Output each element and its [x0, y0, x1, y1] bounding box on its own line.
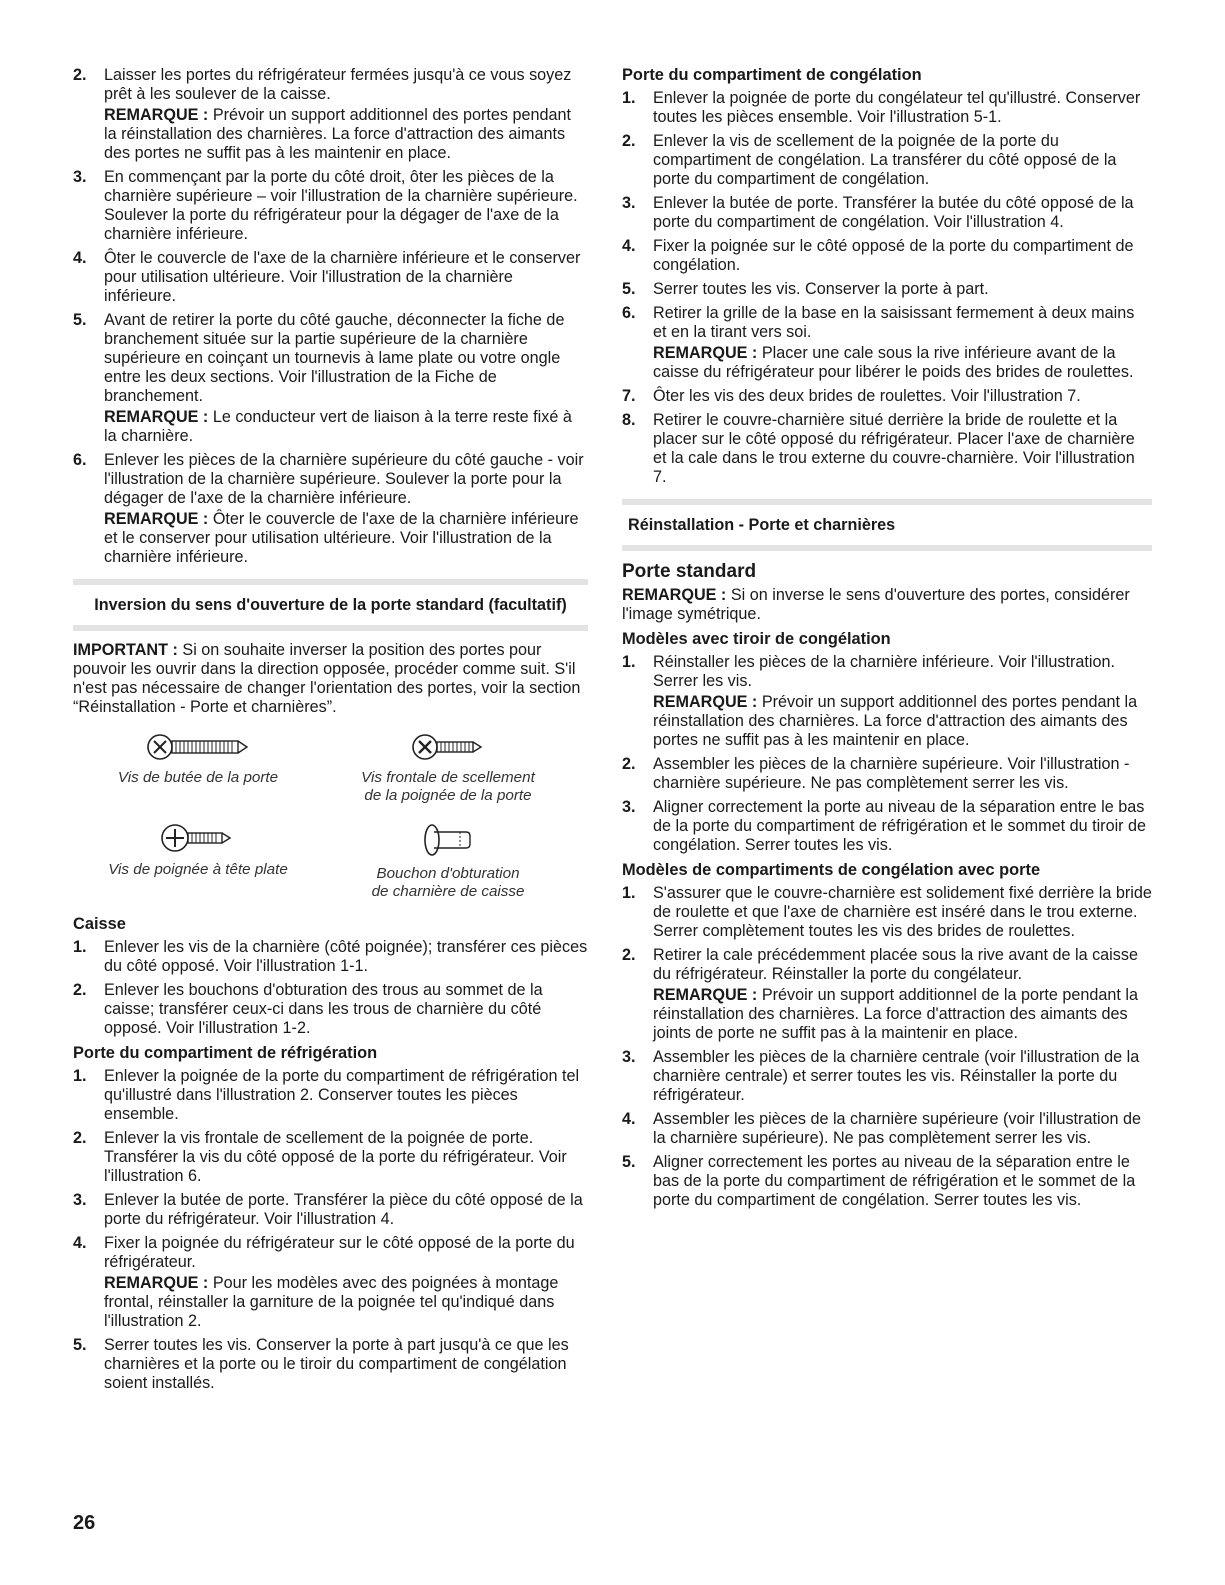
step-number: 3. — [622, 798, 636, 816]
note-text: Ôter le couvercle de l'axe de la charnière inférieure et le conserver pour utilisation ultérieure. Voir l'illustration de la charnière inférieure. — [104, 510, 579, 566]
note-label: REMARQUE : — [653, 693, 758, 711]
removal-steps-list — [73, 66, 588, 567]
step-text: Enlever les vis de la charnière (côté poignée); transférer ces pièces du côté opposé. Voir l'illustration 1-1. — [104, 938, 588, 975]
step-number: 2. — [73, 981, 87, 999]
heading-freezer-door: Porte du compartiment de congélation — [622, 66, 922, 84]
refrigerator-door-steps-list — [73, 1067, 588, 1393]
step-number: 2. — [622, 132, 636, 150]
flat-head-screw-icon — [158, 821, 238, 855]
note-label: REMARQUE : — [104, 106, 209, 124]
hinge-plug-icon — [418, 821, 478, 859]
step-number: 1. — [622, 884, 636, 902]
step-item — [622, 1110, 1152, 1148]
step-item — [622, 89, 1152, 127]
step-number: 1. — [73, 1067, 87, 1085]
heading-standard-door: Porte standard — [622, 561, 757, 582]
step-number: 4. — [622, 237, 636, 255]
step-item — [622, 946, 1152, 1043]
heading-refrigerator-door: Porte du compartiment de réfrigération — [73, 1044, 378, 1062]
step-number: 4. — [73, 249, 87, 267]
step-number: 2. — [73, 66, 87, 84]
step-number: 7. — [622, 387, 636, 405]
section-title-reinstallation: Réinstallation - Porte et charnières — [628, 515, 896, 534]
step-note — [653, 986, 1152, 1043]
step-text: Retirer le couvre-charnière situé derrière la bride de roulette et la placer sur le côté opposé du réfrigérateur. Placer l'axe de charnière et la cale dans le trou externe du couvre-charnière. Voir l'illustration 7. — [653, 411, 1135, 486]
note-text: Placer une cale sous la rive inférieure avant de la caisse du réfrigérateur pour libérer le poids des brides de roulettes. — [653, 344, 1134, 381]
step-text: Avant de retirer la porte du côté gauche, déconnecter la fiche de branchement située sur la partie supérieure de la charnière supérieure en coinçant un tournevis à lame plate ou votre ongle entre les deux sections. Voir l'illustration de la Fiche de branchement. — [104, 311, 565, 405]
important-text: Si on souhaite inverser la position des portes pour pouvoir les ouvrir dans la direction opposée, procéder comme suit. S'il n'est pas nécessaire de changer l'orientation des portes, voir la section “Réinstallation - Porte et charnières”. — [73, 641, 581, 716]
step-item — [622, 411, 1152, 487]
caption-door-stop-screw: Vis de butée de la porte — [117, 769, 279, 786]
step-text: Enlever la butée de porte. Transférer la pièce du côté opposé de la porte du réfrigérateur. Voir l'illustration 4. — [104, 1191, 583, 1228]
step-item — [73, 66, 588, 163]
step-item — [73, 168, 588, 244]
step-item — [73, 938, 588, 976]
standard-note: REMARQUE : Si on inverse le sens d'ouverture des portes, considérer l'image symétrique. — [622, 586, 1130, 623]
step-number: 1. — [622, 89, 636, 107]
step-number: 4. — [622, 1110, 636, 1128]
step-number: 6. — [622, 304, 636, 322]
step-number: 2. — [622, 755, 636, 773]
step-number: 2. — [622, 946, 636, 964]
door-models-steps-list — [622, 884, 1152, 1210]
step-number: 3. — [622, 194, 636, 212]
step-text: S'assurer que le couvre-charnière est solidement fixé derrière la bride de roulette et que l'axe de charnière est inséré dans le trou externe. Serrer complètement toutes les vis des brides de roulettes. — [653, 884, 1152, 940]
caption-handle-seal-screw: Vis frontale de scellement de la poignée de la porte — [361, 769, 535, 804]
step-item — [73, 249, 588, 306]
step-item — [73, 1191, 588, 1229]
step-item — [622, 653, 1152, 750]
step-text: Enlever la vis de scellement de la poignée de la porte du compartiment de congélation. La transférer du côté opposé de la porte du compartiment de congélation. — [653, 132, 1117, 188]
note-label: REMARQUE : — [653, 344, 758, 362]
step-item — [73, 1336, 588, 1393]
step-item — [622, 132, 1152, 189]
step-text: Ôter les vis des deux brides de roulettes. Voir l'illustration 7. — [653, 387, 1081, 405]
step-item — [73, 1234, 588, 1331]
step-item — [73, 451, 588, 567]
step-number: 5. — [73, 1336, 87, 1354]
hw-hinge-hole-plug — [323, 821, 573, 901]
step-text: Fixer la poignée sur le côté opposé de la porte du compartiment de congélation. — [653, 237, 1134, 274]
caption-hinge-plug: Bouchon d'obturation de charnière de caisse — [371, 865, 525, 900]
step-text: Réinstaller les pièces de la charnière inférieure. Voir l'illustration. Serrer les vis. — [653, 653, 1115, 690]
step-item — [622, 194, 1152, 232]
note-text: Prévoir un support additionnel des portes pendant la réinstallation des charnières. La force d'attraction des aimants des portes ne suffit pas à les maintenir en place. — [653, 693, 1138, 749]
step-item — [622, 304, 1152, 382]
step-item — [622, 280, 1152, 299]
step-number: 8. — [622, 411, 636, 429]
step-text: Ôter le couvercle de l'axe de la charnière inférieure et le conserver pour utilisation ultérieure. Voir l'illustration de la charnière inférieure. — [104, 249, 581, 305]
step-text: Assembler les pièces de la charnière supérieure. Voir l'illustration - charnière supérieure. Ne pas complètement serrer les vis. — [653, 755, 1130, 792]
step-number: 5. — [73, 311, 87, 329]
step-item — [73, 1129, 588, 1186]
note-text: Prévoir un support additionnel de la porte pendant la réinstallation des charnières. La force d'attraction des aimants des joints de porte ne suffit pas à la maintenir en place. — [653, 986, 1138, 1042]
step-item — [622, 755, 1152, 793]
step-note — [653, 344, 1152, 382]
step-text: Assembler les pièces de la charnière centrale (voir l'illustration de la charnière centrale) et serrer toutes les vis. Réinstaller la porte du réfrigérateur. — [653, 1048, 1140, 1104]
step-text: Enlever les bouchons d'obturation des trous au sommet de la caisse; transférer ceux-ci dans les trous de charnière du côté opposé. Voir l'illustration 1-2. — [104, 981, 543, 1037]
important-paragraph — [73, 641, 588, 717]
step-number: 4. — [73, 1234, 87, 1252]
page-number: 26 — [73, 1512, 96, 1534]
step-text: En commençant par la porte du côté droit, ôter les pièces de la charnière supérieure – voir l'illustration de la charnière supérieure. Soulever la porte du réfrigérateur pour la dégager de l'axe de la charnière inférieure. — [104, 168, 578, 243]
section-title-inversion: Inversion du sens d'ouverture de la porte standard (facultatif) — [94, 595, 567, 614]
step-text: Retirer la grille de la base en la saisissant fermement à deux mains et en la tirant vers soi. — [653, 304, 1135, 341]
heading-caisse: Caisse — [73, 915, 126, 933]
step-note — [104, 408, 588, 446]
step-item — [73, 1067, 588, 1124]
step-text: Assembler les pièces de la charnière supérieure (voir l'illustration de la charnière supérieure). Ne pas complètement serrer les vis. — [653, 1110, 1142, 1147]
step-number: 1. — [73, 938, 87, 956]
step-text: Laisser les portes du réfrigérateur fermées jusqu'à ce vous soyez prêt à les soulever de la caisse. — [104, 66, 572, 103]
step-item — [622, 237, 1152, 275]
step-item — [73, 981, 588, 1038]
step-number: 5. — [622, 1153, 636, 1171]
right-column — [622, 66, 1152, 1216]
step-number: 5. — [622, 280, 636, 298]
step-item — [73, 311, 588, 446]
step-text: Aligner correctement la porte au niveau de la séparation entre le bas de la porte du compartiment de réfrigération et le sommet du tiroir de congélation. Serrer toutes les vis. — [653, 798, 1147, 854]
note-label: REMARQUE : — [104, 510, 209, 528]
step-number: 2. — [73, 1129, 87, 1147]
step-number: 3. — [622, 1048, 636, 1066]
freezer-door-steps-list — [622, 89, 1152, 487]
step-item — [622, 884, 1152, 941]
step-number: 1. — [622, 653, 636, 671]
handle-seal-screw-icon — [408, 731, 488, 763]
section-bar-reinstallation — [622, 499, 1152, 551]
step-text: Retirer la cale précédemment placée sous la rive avant de la caisse du réfrigérateur. Réinstaller la porte du congélateur. — [653, 946, 1138, 983]
step-item — [622, 798, 1152, 855]
step-note — [653, 693, 1152, 750]
note-label: REMARQUE : — [104, 408, 209, 426]
hw-handle-seal-screw — [323, 731, 573, 805]
hw-door-stop-screw — [73, 731, 323, 805]
step-text: Serrer toutes les vis. Conserver la porte à part jusqu'à ce que les charnières et la porte ou le tiroir du compartiment de congélation soient installés. — [104, 1336, 569, 1392]
section-bar-inversion — [73, 579, 588, 631]
step-item — [622, 1048, 1152, 1105]
hardware-illustrations — [73, 731, 588, 901]
note-label: REMARQUE : — [104, 1274, 209, 1292]
step-item — [622, 387, 1152, 406]
note-text: Prévoir un support additionnel des portes pendant la réinstallation des charnières. La force d'attraction des aimants des portes ne suffit pas à les maintenir en place. — [104, 106, 571, 162]
step-note — [104, 510, 588, 567]
step-note — [104, 1274, 588, 1331]
step-text: Enlever la vis frontale de scellement de la poignée de porte. Transférer la vis du côté opposé de la porte du réfrigérateur. Voir l'illustration 6. — [104, 1129, 567, 1185]
step-number: 3. — [73, 1191, 87, 1209]
important-label: IMPORTANT : — [73, 641, 178, 659]
hw-flat-head-handle-screw — [73, 821, 323, 901]
step-text: Enlever les pièces de la charnière supérieure du côté gauche - voir l'illustration de la charnière supérieure. Soulever la porte pour la dégager de l'axe de la charnière inférieure. — [104, 451, 584, 507]
step-text: Aligner correctement les portes au niveau de la séparation entre le bas de la porte du compartiment de réfrigération et le sommet de la porte du compartiment de congélation. Serrer toutes les vis. — [653, 1153, 1136, 1209]
step-note — [104, 106, 588, 163]
step-text: Fixer la poignée du réfrigérateur sur le côté opposé de la porte du réfrigérateur. — [104, 1234, 575, 1271]
step-text: Serrer toutes les vis. Conserver la porte à part. — [653, 280, 989, 298]
step-item — [622, 1153, 1152, 1210]
left-column — [73, 66, 588, 1399]
drawer-models-steps-list — [622, 653, 1152, 855]
note-text: Pour les modèles avec des poignées à montage frontal, réinstaller la garniture de la poignée tel qu'indiqué dans l'illustration 2. — [104, 1274, 559, 1330]
note-text: Le conducteur vert de liaison à la terre reste fixé à la charnière. — [104, 408, 572, 445]
heading-drawer-models: Modèles avec tiroir de congélation — [622, 630, 891, 648]
step-text: Enlever la poignée de porte du congélateur tel qu'illustré. Conserver toutes les pièces ensemble. Voir l'illustration 5-1. — [653, 89, 1141, 126]
step-text: Enlever la poignée de la porte du compartiment de réfrigération tel qu'illustré dans l'illustration 2. Conserver toutes les pièces ensemble. — [104, 1067, 580, 1123]
step-text: Enlever la butée de porte. Transférer la butée du côté opposé de la porte du compartiment de congélation. Voir l'illustration 4. — [653, 194, 1134, 231]
heading-door-models: Modèles de compartiments de congélation avec porte — [622, 861, 1041, 879]
note-label: REMARQUE : — [653, 986, 758, 1004]
step-number: 6. — [73, 451, 87, 469]
caisse-steps-list — [73, 938, 588, 1038]
step-number: 3. — [73, 168, 87, 186]
caption-flat-head-screw: Vis de poignée à tête plate — [108, 861, 288, 878]
door-stop-screw-icon — [143, 731, 253, 763]
